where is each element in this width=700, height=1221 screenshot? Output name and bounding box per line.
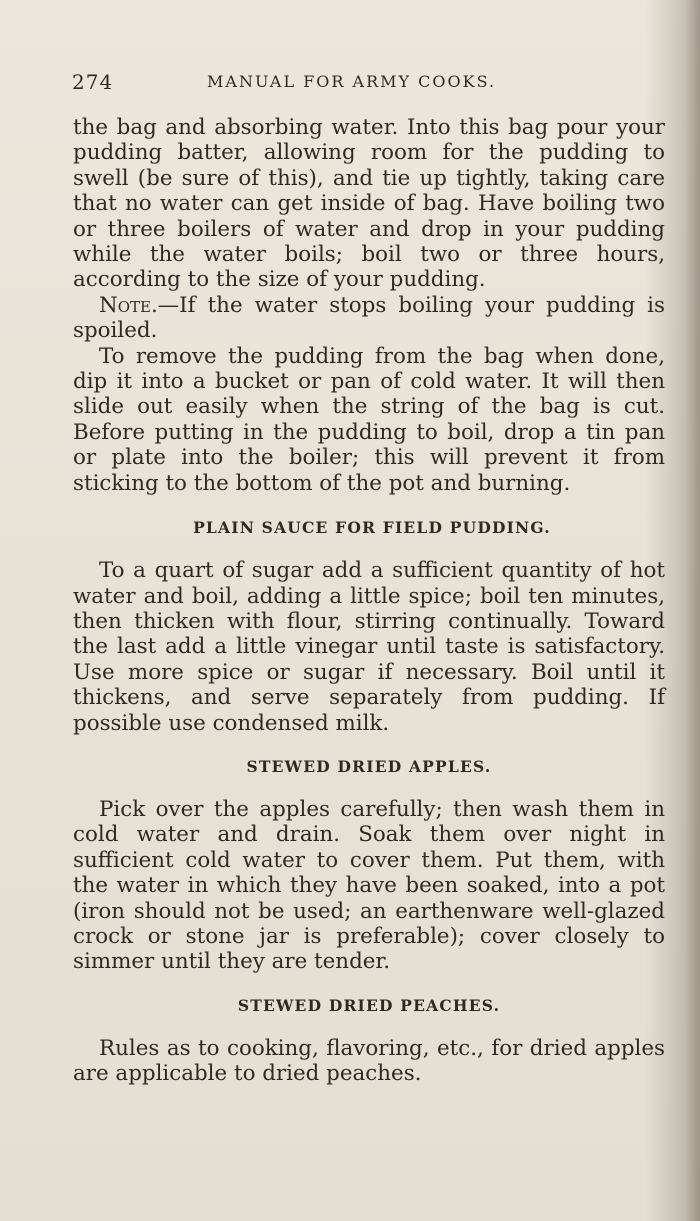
page-body	[73, 115, 665, 1087]
page-number: 274	[72, 70, 114, 94]
page-header	[72, 70, 672, 96]
paragraph-pudding-bag: the bag and absorbing water. Into this bag pour your pudding batter, allowing room for the pudding to swell (be sure of this), and tie up tightly, taking care that no water can get inside of bag. Have boiling two or three boilers of water and drop in your pudding while the water boils; boil two or three hours, according to the size of your pudding.	[73, 115, 665, 293]
heading-stewed-dried-apples: STEWED DRIED APPLES.	[246, 756, 492, 776]
note-text: —If the water stops boiling your pudding is spoiled.	[73, 292, 665, 344]
running-head: MANUAL FOR ARMY COOKS.	[207, 72, 497, 91]
note-label: Note.	[99, 292, 158, 318]
heading-stewed-dried-peaches: STEWED DRIED PEACHES.	[237, 995, 501, 1015]
paragraph-stewed-dried-apples: Pick over the apples carefully; then wash them in cold water and drain. Soak them over night in sufficient cold water to cover them. Put them, with the water in which they have been soaked, into a pot (iron should not be used; an earthenware well-glazed crock or stone jar is preferable); cover closely to simmer until they are tender.	[73, 796, 665, 975]
paragraph-stewed-dried-peaches: Rules as to cooking, flavoring, etc., for dried apples are applicable to dried peaches.	[73, 1035, 665, 1087]
paragraph-plain-sauce: To a quart of sugar add a sufficient quantity of hot water and boil, adding a little spice; boil ten minutes, then thicken with flour, stirring continually. Toward the last add a little vinegar until taste is satisfactory. Use more spice or sugar if necessary. Boil until it thickens, and serve separately from pudding. If possible use condensed milk.	[73, 558, 665, 736]
heading-plain-sauce: PLAIN SAUCE FOR FIELD PUDDING.	[193, 518, 551, 538]
paragraph-note	[73, 293, 665, 344]
page-edge-shadow	[686, 0, 700, 1221]
paragraph-remove-pudding: To remove the pudding from the bag when done, dip it into a bucket or pan of cold water. It will then slide out easily when the string of the bag is cut. Before putting in the pudding to boil, drop a tin pan or plate into the boiler; this will prevent it from sticking to the bottom of the pot and burning.	[73, 343, 665, 496]
